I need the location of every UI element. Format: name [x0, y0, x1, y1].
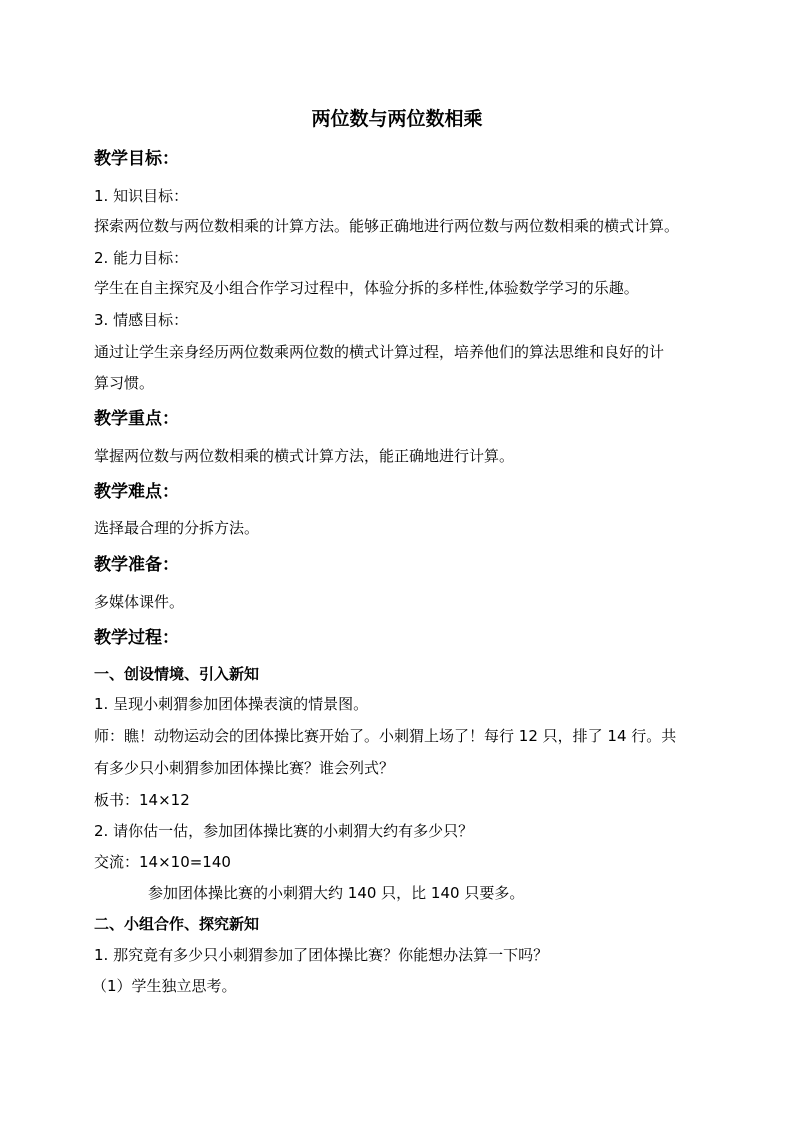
- key-points-text: 掌握两位数与两位数相乘的横式计算方法，能正确地进行计算。: [94, 447, 515, 465]
- knowledge-goal-label: 1. 知识目标：: [94, 187, 189, 205]
- emotion-goal-label: 3. 情感目标：: [94, 311, 189, 329]
- ability-goal-label: 2. 能力目标：: [94, 249, 189, 267]
- difficulty-text: 选择最合理的分拆方法。: [94, 519, 260, 537]
- emotion-goal-text-2: 算习惯。: [94, 374, 155, 392]
- section-2-sub-1: （1）学生独立思考。: [92, 977, 237, 995]
- ability-goal-text: 学生在自主探究及小组合作学习过程中，体验分拆的多样性,体验数学学习的乐趣。: [94, 279, 639, 297]
- section-1-title: 一、创设情境、引入新知: [94, 665, 260, 683]
- difficulty-heading: 教学难点：: [94, 482, 179, 502]
- exchange-line-1: 交流：14×10=140: [94, 853, 231, 871]
- process-heading: 教学过程：: [94, 628, 179, 648]
- emotion-goal-text-1: 通过让学生亲身经历两位数乘两位数的横式计算过程，培养他们的算法思维和良好的计: [94, 343, 665, 361]
- teacher-line-2: 有多少只小刺猬参加团体操比赛？谁会列式？: [94, 759, 395, 777]
- prep-heading: 教学准备：: [94, 555, 179, 575]
- page-title: 两位数与两位数相乘: [311, 108, 483, 130]
- section-2-item-1: 1. 那究竟有多少只小刺猬参加了团体操比赛？你能想办法算一下吗？: [94, 946, 549, 964]
- section-1-item-1: 1. 呈现小刺猬参加团体操表演的情景图。: [94, 695, 369, 713]
- section-1-item-2: 2. 请你估一估，参加团体操比赛的小刺猬大约有多少只？: [94, 822, 474, 840]
- key-points-heading: 教学重点：: [94, 409, 179, 429]
- knowledge-goal-text: 探索两位数与两位数相乘的计算方法。能够正确地进行两位数与两位数相乘的横式计算。: [94, 217, 680, 235]
- goals-heading: 教学目标：: [94, 149, 179, 169]
- exchange-line-2: 参加团体操比赛的小刺猬大约 140 只，比 140 只要多。: [148, 884, 525, 902]
- section-2-title: 二、小组合作、探究新知: [94, 915, 260, 933]
- board-writing: 板书：14×12: [94, 791, 190, 809]
- prep-text: 多媒体课件。: [94, 593, 185, 611]
- teacher-line-1: 师：瞧！动物运动会的团体操比赛开始了。小刺猬上场了！每行 12 只，排了 14 行。共: [94, 727, 677, 745]
